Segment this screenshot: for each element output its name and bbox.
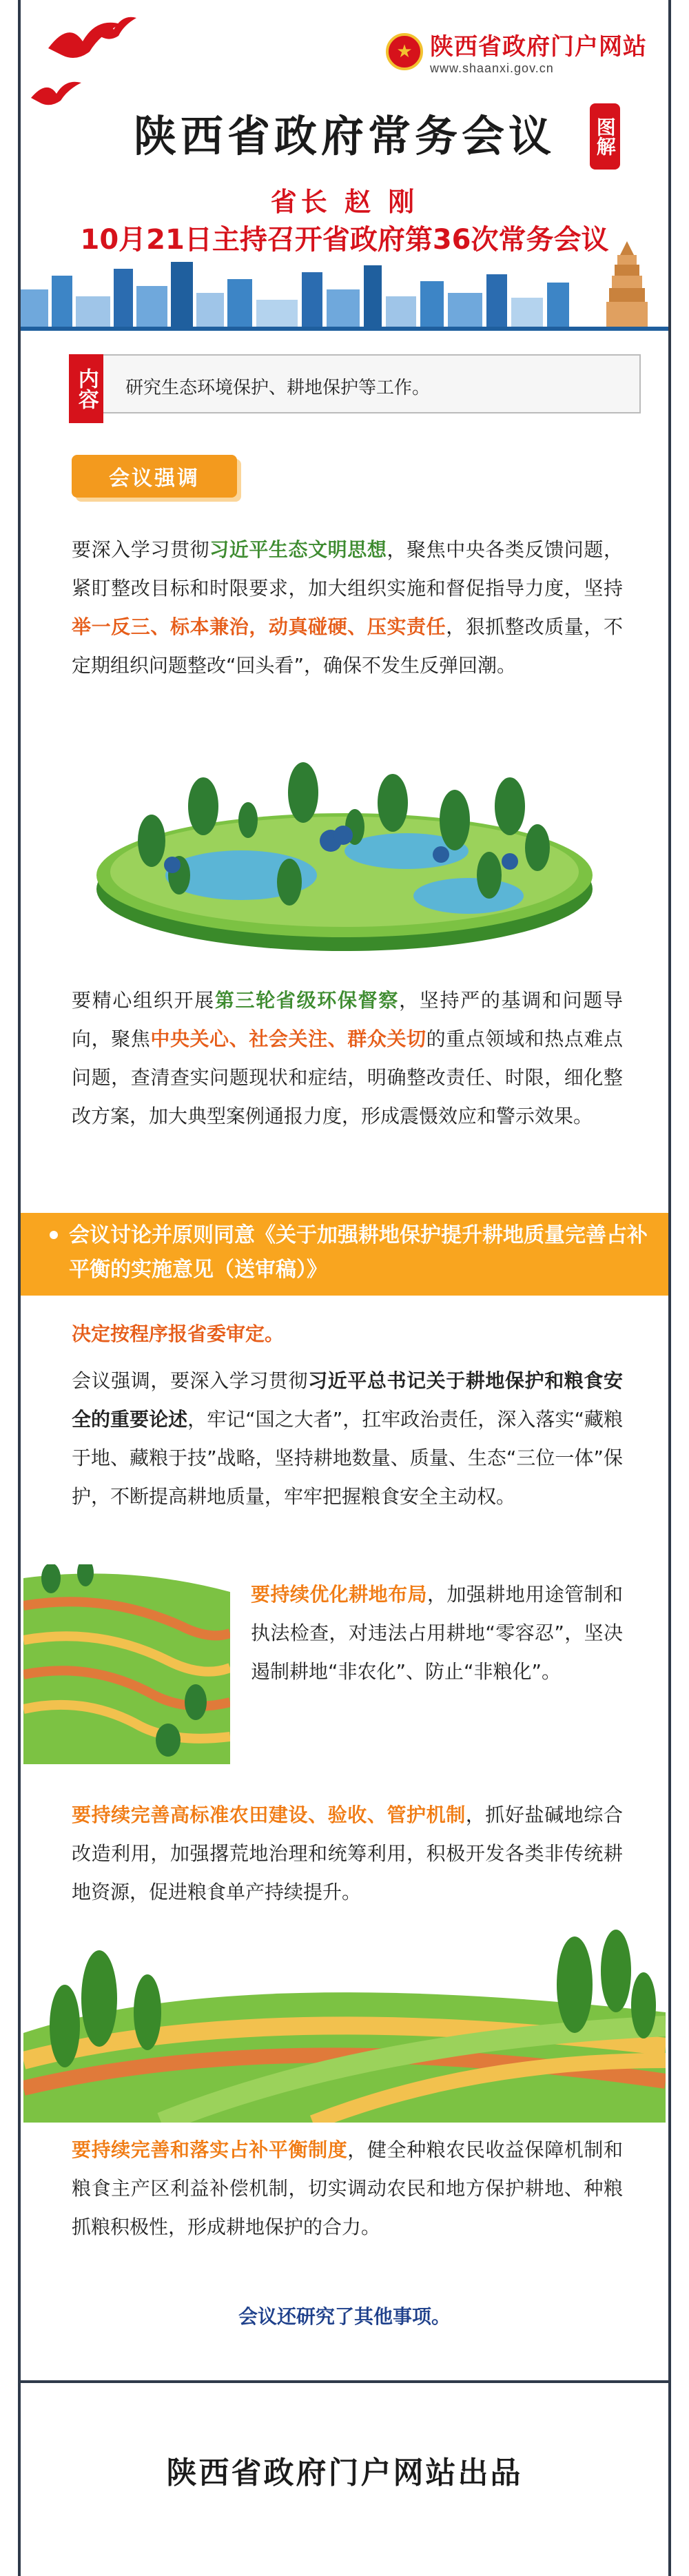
paragraph-3 bbox=[72, 1362, 623, 1516]
red-bird-icon bbox=[90, 12, 138, 43]
site-logo[interactable] bbox=[386, 28, 647, 76]
national-emblem-icon: ★ bbox=[386, 33, 423, 70]
footer-divider bbox=[21, 2380, 668, 2383]
para3-highlight-discourse: 习近平总书记关于耕地保护和粮食安全的重要论述 bbox=[72, 1369, 623, 1431]
content-tag-label: 内容 bbox=[74, 368, 99, 409]
para1-text: ，聚焦中央各类反馈问题，紧盯整改目标和时限要求，加大组织实施和督促指导力度，坚持 bbox=[72, 538, 623, 600]
banner-document-title: 《关于加强耕地保护提升耕地质量完善占补平衡的实施意见（送审稿）》 bbox=[69, 1223, 648, 1282]
site-name: 陕西省政府门户网站 bbox=[430, 33, 647, 61]
terraced-field-illustration bbox=[23, 1564, 230, 1764]
eco-island-illustration bbox=[83, 737, 606, 958]
banner-bullet-icon bbox=[50, 1231, 58, 1239]
para4-text: ，加强耕地用途管制和执法检查，对违法占用耕地“零容忍”，坚决遏制耕地“非农化”、防止“非粮化”。 bbox=[251, 1583, 623, 1683]
paragraph-4 bbox=[251, 1575, 623, 1691]
para5-highlight: 要持续完善高标准农田建设、验收、管护机制 bbox=[72, 1803, 466, 1826]
para2-text: ，坚持严的基调和问题导向，聚焦 bbox=[72, 989, 623, 1050]
content-tag bbox=[69, 354, 103, 423]
para4-highlight: 要持续优化耕地布局 bbox=[251, 1583, 427, 1606]
page-title: 陕西省政府常务会议 bbox=[133, 111, 555, 161]
right-frame-line bbox=[668, 0, 671, 2576]
closing-note: 会议还研究了其他事项。 bbox=[238, 2305, 451, 2328]
city-skyline-illustration bbox=[21, 241, 668, 331]
banner-text bbox=[69, 1218, 655, 1287]
paragraph-6 bbox=[72, 2131, 623, 2247]
para3-text: 会议强调，要深入学习贯彻 bbox=[72, 1369, 309, 1392]
para1-text: 要深入学习贯彻 bbox=[72, 538, 210, 561]
para2-text: 的重点领域和热点难点问题，查清查实问题现状和症结，明确整改责任、时限，细化整改方案，加大典型案例通报力度，形成震慑效应和警示效果。 bbox=[72, 1028, 623, 1127]
farmland-illustration bbox=[23, 1923, 666, 2123]
banner-lead: 会议讨论并原则同意 bbox=[69, 1223, 255, 1247]
para1-highlight-thought: 习近平生态文明思想 bbox=[209, 538, 387, 561]
paragraph-1 bbox=[72, 531, 623, 685]
para2-highlight-inspection: 第三轮省级环保督察 bbox=[214, 989, 400, 1012]
para2-highlight-focus: 中央关心、社会关注、群众关切 bbox=[150, 1028, 426, 1050]
infographic-tag-label: 图解 bbox=[593, 117, 617, 156]
infographic-tag bbox=[590, 103, 620, 170]
section-badge-emphasis: 会议强调 bbox=[72, 455, 237, 498]
footer-credit: 陕西省政府门户网站出品 bbox=[166, 2455, 523, 2491]
paragraph-2 bbox=[72, 981, 623, 1136]
site-url: www.shaanxi.gov.cn bbox=[430, 61, 554, 75]
subtitle-governor: 省长 赵 刚 bbox=[270, 187, 419, 217]
para5-text: ，抓好盐碱地综合改造利用，加强撂荒地治理和统筹利用，积极开发各类非传统耕地资源，促进粮食单产持续提升。 bbox=[72, 1803, 623, 1903]
para3-text: ，牢记“国之大者”，扛牢政治责任，深入落实“藏粮于地、藏粮于技”战略，坚持耕地数量、质量、生态“三位一体”保护，不断提高耕地质量，牢牢把握粮食安全主动权。 bbox=[72, 1408, 623, 1508]
para1-text: ，狠抓整改质量，不定期组织问题整改“回头看”，确保不发生反弹回潮。 bbox=[72, 615, 623, 677]
content-text: 研究生态环境保护、耕地保护等工作。 bbox=[125, 378, 431, 398]
para6-text: ，健全种粮农民收益保障机制和粮食主产区利益补偿机制，切实调动农民和地方保护耕地、种粮抓粮积极性，形成耕地保护的合力。 bbox=[72, 2138, 623, 2238]
decision-text: 决定按程序报省委审定。 bbox=[72, 1322, 285, 1345]
paragraph-5 bbox=[72, 1796, 623, 1912]
header bbox=[0, 0, 689, 331]
para2-text: 要精心组织开展 bbox=[72, 989, 215, 1012]
para6-highlight: 要持续完善和落实占补平衡制度 bbox=[72, 2138, 348, 2161]
subtitle-meeting: 10月21日主持召开省政府第36次常务会议 bbox=[80, 224, 609, 256]
para1-highlight-principle: 举一反三、标本兼治，动真碰硬、压实责任 bbox=[72, 615, 446, 638]
